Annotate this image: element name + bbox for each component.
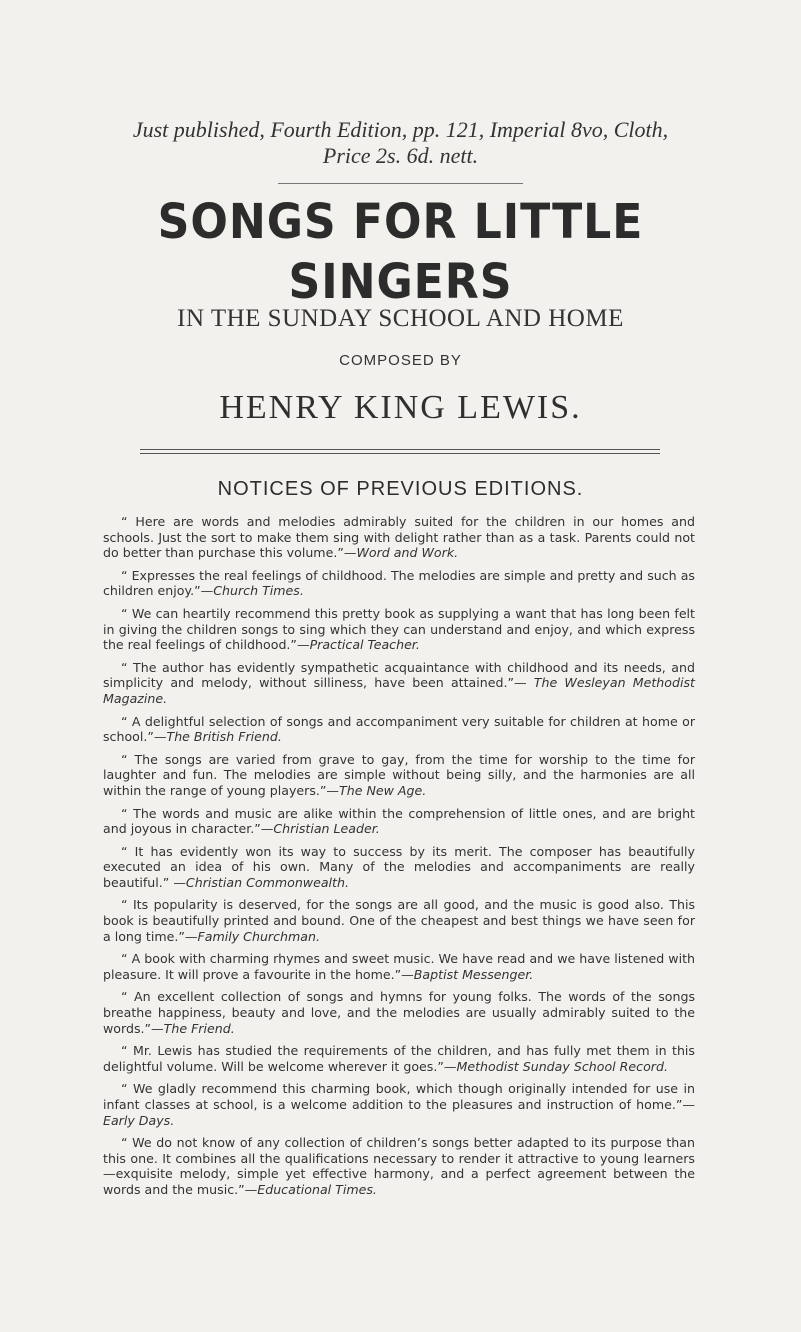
notice-quote: “ Here are words and melodies admirably suited for the children in our homes and schools. Just the sort to make them sing with delight rather than as a task. Parents could not do better than purchase this volume.”— xyxy=(103,514,695,561)
notice-source: Educational Times. xyxy=(257,1181,377,1197)
publication-info xyxy=(40,117,761,169)
notice-quote: “ Mr. Lewis has studied the requirements of the children, and has fully met them in this delightful volume. Will be welcome wherever it goes.”— xyxy=(103,1043,695,1074)
notice-item xyxy=(103,951,695,982)
author-name: HENRY KING LEWIS. xyxy=(219,389,582,426)
notice-source: The Wesleyan Methodist Magazine. xyxy=(103,675,695,706)
notice-item xyxy=(103,660,695,707)
notice-quote: “ It has evidently won its way to success by its merit. The composer has beautifully executed an idea of his own. Many of the melodies and accompaniments are really beautiful.” — xyxy=(103,843,695,890)
notice-quote: “ The author has evidently sympathetic acquaintance with childhood and its needs, and simplicity and melody, without silliness, have been attained.”— xyxy=(103,659,695,691)
notice-item xyxy=(103,989,695,1036)
notice-source: The Friend. xyxy=(163,1020,235,1036)
notice-source: Church Times. xyxy=(213,583,304,599)
notice-source: Baptist Messenger. xyxy=(413,966,534,982)
book-subtitle: IN THE SUNDAY SCHOOL AND HOME xyxy=(177,305,624,332)
notice-item xyxy=(103,606,695,653)
notice-quote: “ An excellent collection of songs and hymns for young folks. The words of the songs breathe happiness, beauty and love, and the melodies are usually admirably suited to the words.”— xyxy=(103,989,695,1036)
notice-item xyxy=(103,514,695,561)
notice-source: Christian Leader. xyxy=(273,821,380,837)
notice-quote: “ A book with charming rhymes and sweet music. We have read and we have listened with pleasure. It will prove a favourite in the home.”— xyxy=(103,951,695,982)
notice-source: Family Churchman. xyxy=(197,928,320,944)
notice-item xyxy=(103,844,695,891)
notice-quote: “ We do not know of any collection of children’s songs better adapted to its purpose than this one. It combines all the qualifications necessary to render it attractive to young learners—exquisite melody, simple yet effective harmony, and a perfect agreement between the words and the music.”— xyxy=(103,1135,695,1197)
book-title: SONGS FOR LITTLE SINGERS xyxy=(157,194,644,310)
notice-item xyxy=(103,1135,695,1197)
notice-quote: “ We can heartily recommend this pretty book as supplying a want that has long been felt in giving the children songs to sing which they can understand and enjoy, and which express the real feelings of childhood.”— xyxy=(103,605,695,653)
notice-source: The New Age. xyxy=(339,782,427,798)
notices-heading: NOTICES OF PREVIOUS EDITIONS. xyxy=(217,478,584,500)
section-divider xyxy=(140,449,660,454)
notice-source: Word and Work. xyxy=(356,545,459,561)
notice-item xyxy=(103,714,695,745)
notice-source: The British Friend. xyxy=(166,729,282,745)
notice-source: Christian Commonwealth. xyxy=(185,874,349,890)
notice-item xyxy=(103,1043,695,1074)
notice-item xyxy=(103,897,695,944)
notice-item xyxy=(103,806,695,837)
notice-item xyxy=(103,568,695,599)
notice-quote: “ The words and music are alike within the comprehension of little ones, and are bright and joyous in character.”— xyxy=(103,805,695,837)
notice-quote: “ Expresses the real feelings of childhood. The melodies are simple and pretty and such as children enjoy.”— xyxy=(103,567,695,599)
notice-item xyxy=(103,1081,695,1128)
notice-quote: “ We gladly recommend this charming book, which though originally intended for use in infant classes at school, is a welcome addition to the pleasures and instruction of home.”— xyxy=(103,1081,695,1112)
notice-quote: “ The songs are varied from grave to gay, from the time for worship to the time for laughter and fun. The melodies are simple without being silly, and the harmonies are all within the range of young players.”— xyxy=(103,751,695,798)
notice-quote: “ A delightful selection of songs and accompaniment very suitable for children at home or school.”— xyxy=(103,713,695,745)
notices-list xyxy=(103,514,695,1205)
price-line: Price 2s. 6d. nett. xyxy=(322,143,479,168)
notice-source: Practical Teacher. xyxy=(309,637,420,653)
notice-source: Early Days. xyxy=(103,1112,175,1128)
header-rule xyxy=(278,183,523,184)
notice-item xyxy=(103,752,695,799)
composed-by-label: COMPOSED BY xyxy=(339,352,462,369)
notice-quote: “ Its popularity is deserved, for the songs are all good, and the music is good also. This book is beautifully printed and bound. One of the cheapest and best things we have seen for a long time.”— xyxy=(103,897,695,944)
edition-line: Just published, Fourth Edition, pp. 121, Imperial 8vo, Cloth, xyxy=(132,117,669,142)
notice-source: Methodist Sunday School Record. xyxy=(456,1058,668,1074)
